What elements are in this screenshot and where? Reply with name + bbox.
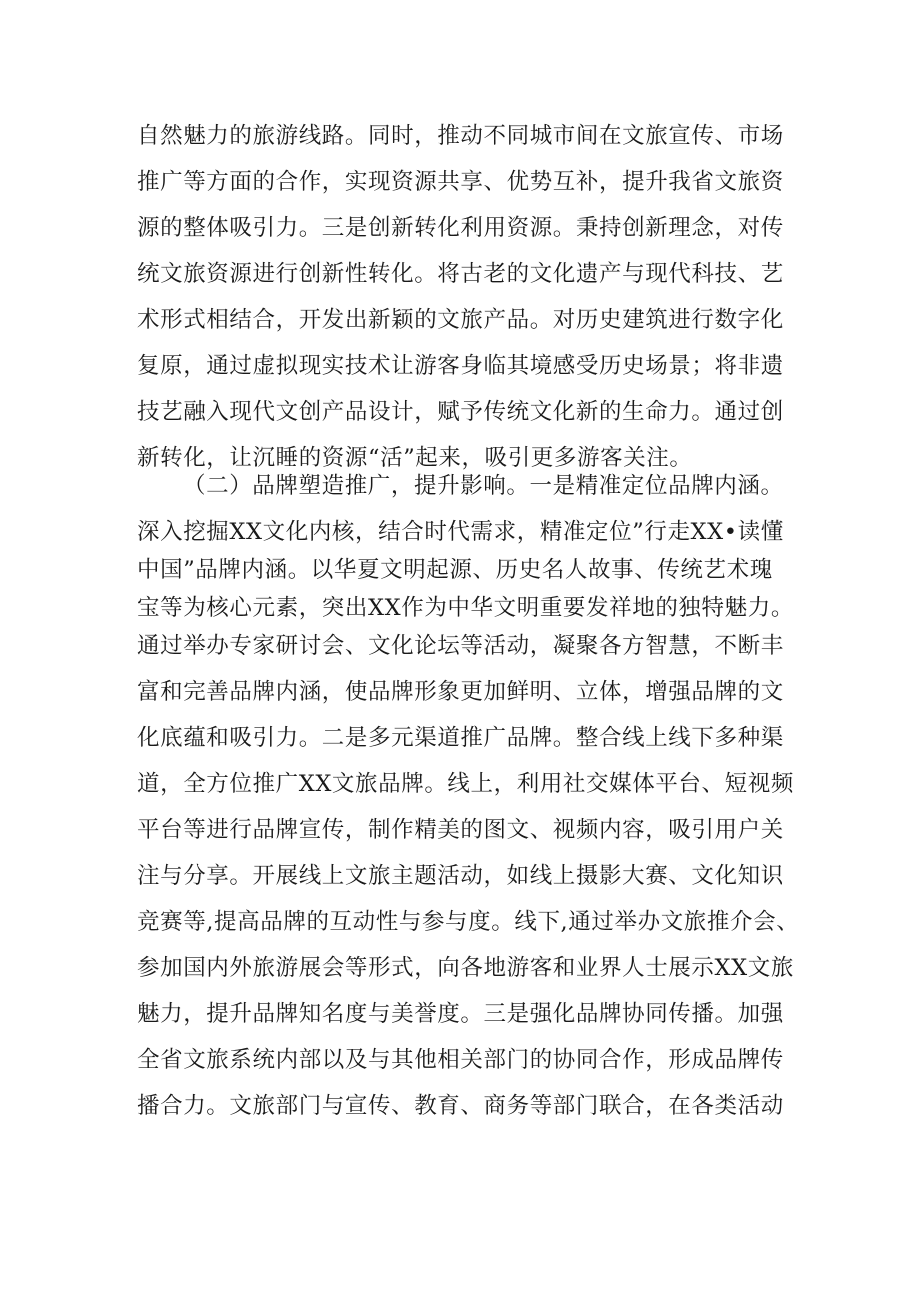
text-line: 通过举办专家研讨会、文化论坛等活动，凝聚各方智慧，不断丰 (137, 633, 784, 659)
text-line: 深入挖掘XX文化内核，结合时代需求，精准定位”行走XX•读懂 (137, 519, 784, 545)
text-line: 中国”品牌内涵。以华夏文明起源、历史名人故事、传统艺术瑰 (137, 557, 773, 583)
text-line: 自然魅力的旅游线路。同时，推动不同城市间在文旅宣传、市场 (137, 123, 784, 149)
text-line: 参加国内外旅游展会等形式，向各地游客和业界人士展示XX文旅 (137, 955, 794, 981)
text-line: 宝等为核心元素，突出XX作为中华文明重要发祥地的独特魅力。 (137, 595, 794, 621)
text-line: 富和完善品牌内涵，使品牌形象更加鲜明、立体，增强品牌的文 (137, 679, 784, 705)
text-line: 播合力。文旅部门与宣传、教育、商务等部门联合，在各类活动 (137, 1093, 784, 1119)
text-line: 全省文旅系统内部以及与其他相关部门的协同合作，形成品牌传 (137, 1047, 784, 1073)
text-line: 源的整体吸引力。三是创新转化利用资源。秉持创新理念，对传 (137, 215, 784, 241)
text-line: 技艺融入现代文创产品设计，赋予传统文化新的生命力。通过创 (137, 399, 784, 425)
text-line: 注与分享。开展线上文旅主题活动，如线上摄影大赛、文化知识 (137, 863, 784, 889)
text-line: 新转化，让沉睡的资源“活”起来，吸引更多游客关注。 (137, 445, 693, 471)
text-line: 魅力，提升品牌知名度与美誉度。三是强化品牌协同传播。加强 (137, 1001, 784, 1027)
text-line: 复原，通过虚拟现实技术让游客身临其境感受历史场景；将非遗 (137, 353, 784, 379)
text-line: 术形式相结合，开发出新颖的文旅产品。对历史建筑进行数字化 (137, 307, 784, 333)
text-line: 竞赛等,提高品牌的互动性与参与度。线下,通过举办文旅推介会、 (137, 909, 800, 935)
text-line: 平台等进行品牌宣传，制作精美的图文、视频内容，吸引用户关 (137, 817, 784, 843)
text-line: 化底蕴和吸引力。二是多元渠道推广品牌。整合线上线下多种渠 (137, 725, 784, 751)
section-heading-line: （二）品牌塑造推广，提升影响。一是精准定位品牌内涵。 (183, 473, 784, 499)
text-line: 统文旅资源进行创新性转化。将古老的文化遗产与现代科技、艺 (137, 261, 784, 287)
text-line: 道，全方位推广XX文旅品牌。线上，利用社交媒体平台、短视频 (137, 771, 794, 797)
text-line: 推广等方面的合作，实现资源共享、优势互补，提升我省文旅资 (137, 169, 784, 195)
